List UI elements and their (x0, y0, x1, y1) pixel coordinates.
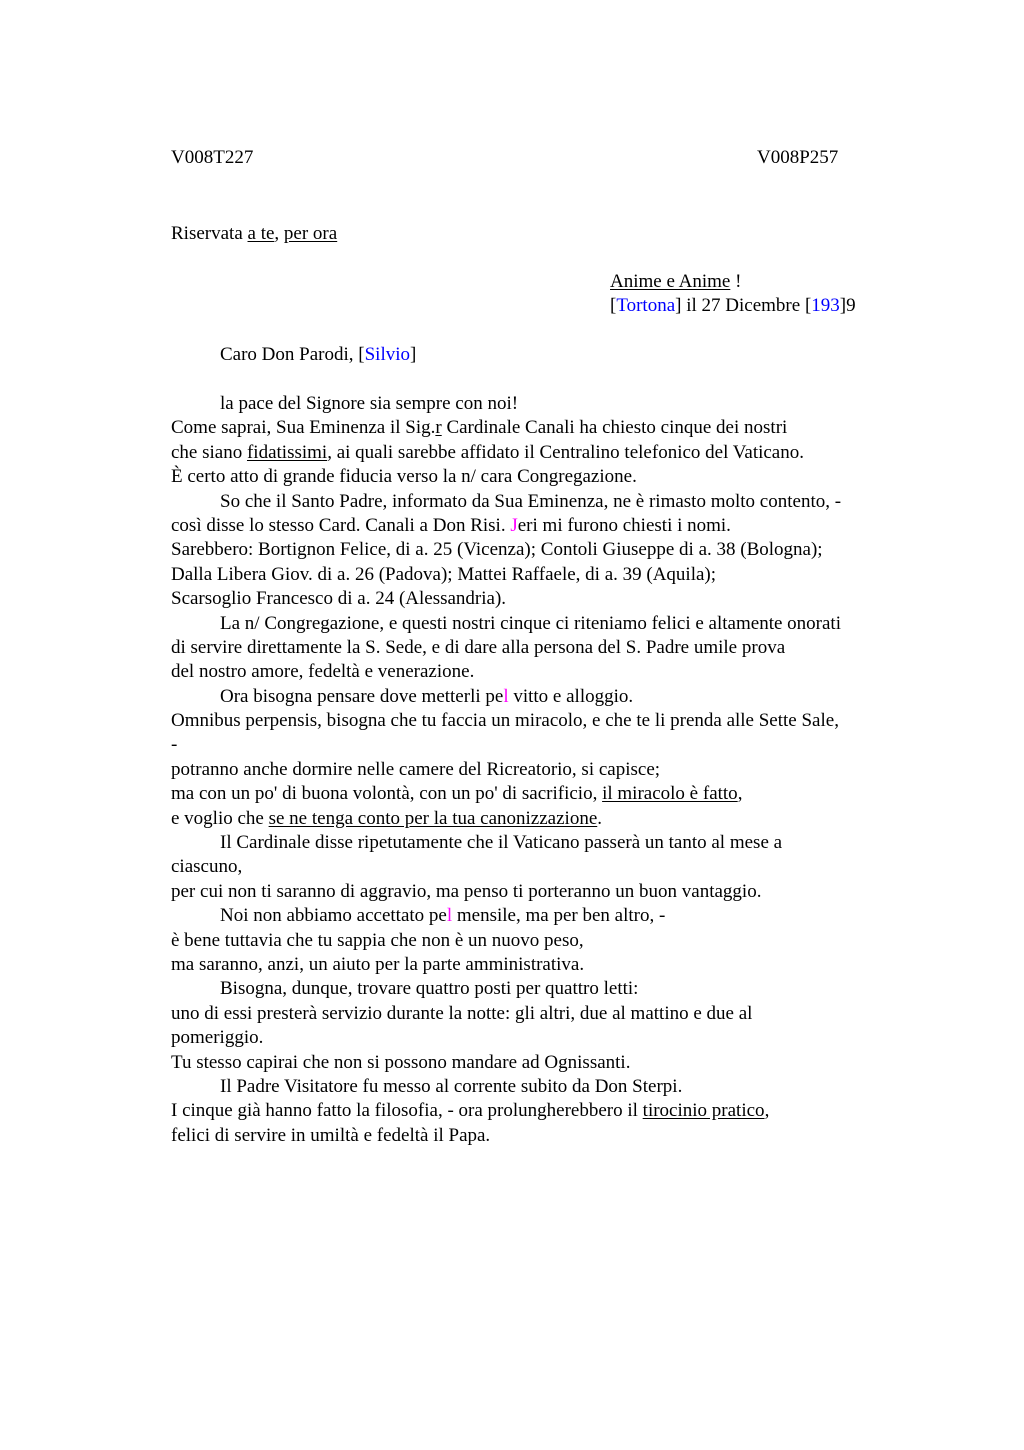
body-line: Il Cardinale disse ripetutamente che il Vaticano passerà un tanto al mese a (220, 832, 783, 854)
name-editorial: Silvio (364, 344, 410, 365)
body-line: Scarsoglio Francesco di a. 24 (Alessandria). (171, 588, 507, 610)
body-line: ma con un po' di buona volontà, con un po' di sacrificio, il miracolo è fatto, (171, 783, 743, 805)
archive-code-right: V008P257 (757, 147, 839, 168)
year-editorial: 193 (811, 295, 840, 316)
body-line: Come saprai, Sua Eminenza il Sig.r Cardinale Canali ha chiesto cinque dei nostri (171, 417, 788, 439)
body-line: di servire direttamente la S. Sede, e di dare alla persona del S. Padre umile prova (171, 636, 786, 658)
body-line: potranno anche dormire nelle camere del Ricreatorio, si capisce; (171, 758, 661, 780)
correction-mark: l (446, 905, 453, 927)
body-line: è bene tuttavia che tu sappia che non è un nuovo peso, (171, 929, 584, 951)
body-line: ma saranno, anzi, un aiuto per la parte amministrativa. (171, 953, 585, 975)
confidentiality-notice: Riservata a te, per ora (171, 223, 338, 244)
body-line: pomeriggio. (171, 1027, 264, 1049)
body-line: Bisogna, dunque, trovare quattro posti per quattro letti: (220, 978, 639, 1000)
body-line: Il Padre Visitatore fu messo al corrente subito da Don Sterpi. (220, 1075, 683, 1097)
body-line: la pace del Signore sia sempre con noi! (220, 393, 519, 414)
place-editorial: Tortona (616, 295, 676, 316)
body-line: così disse lo stesso Card. Canali a Don Risi. Jeri mi furono chiesti i nomi. (171, 514, 731, 536)
body-line: So che il Santo Padre, informato da Sua Eminenza, ne è rimasto molto contento, - (220, 490, 842, 512)
body-line: uno di essi presterà servizio durante la notte: gli altri, due al mattino e due al (171, 1002, 753, 1024)
body-line: del nostro amore, fedeltà e venerazione. (171, 661, 475, 683)
body-line: Noi non abbiamo accettato pel mensile, ma per ben altro, - (220, 905, 666, 927)
body-line: I cinque già hanno fatto la filosofia, - ora prolungherebbero il tirocinio pratico, (171, 1100, 770, 1122)
body-line: felici di servire in umiltà e fedeltà il Papa. (171, 1124, 491, 1146)
body-line: Ora bisogna pensare dove metterli pel vitto e alloggio. (220, 685, 634, 707)
body-line: - (171, 734, 178, 756)
letter-body (171, 392, 911, 1148)
body-line: Tu stesso capirai che non si possono mandare ad Ognissanti. (171, 1051, 631, 1073)
body-line: Sarebbero: Bortignon Felice, di a. 25 (Vicenza); Contoli Giuseppe di a. 38 (Bologna); (171, 539, 823, 561)
dateline: [Tortona] il 27 Dicembre [193]9 (610, 295, 856, 316)
body-line: È certo atto di grande fiducia verso la n/ cara Congregazione. (171, 466, 637, 488)
correction-mark: J (510, 514, 518, 536)
body-line: Omnibus perpensis, bisogna che tu faccia un miracolo, e che te li prenda alle Sette Sale, (171, 710, 839, 732)
archive-code-left: V008T227 (171, 147, 254, 168)
body-line: per cui non ti saranno di aggravio, ma penso ti porteranno un buon vantaggio. (171, 880, 762, 902)
motto: Anime e Anime ! (610, 271, 742, 292)
correction-mark: l (503, 685, 509, 707)
body-line: Dalla Libera Giov. di a. 26 (Padova); Mattei Raffaele, di a. 39 (Aquila); (171, 563, 717, 585)
salutation: Caro Don Parodi, [Silvio] (220, 344, 417, 365)
body-line: che siano fidatissimi, ai quali sarebbe affidato il Centralino telefonico del Vaticano. (171, 441, 804, 463)
body-line: e voglio che se ne tenga conto per la tua canonizzazione. (171, 807, 602, 829)
body-line: ciascuno, (171, 856, 243, 878)
body-line: La n/ Congregazione, e questi nostri cinque ci riteniamo felici e altamente onorati (220, 612, 841, 634)
